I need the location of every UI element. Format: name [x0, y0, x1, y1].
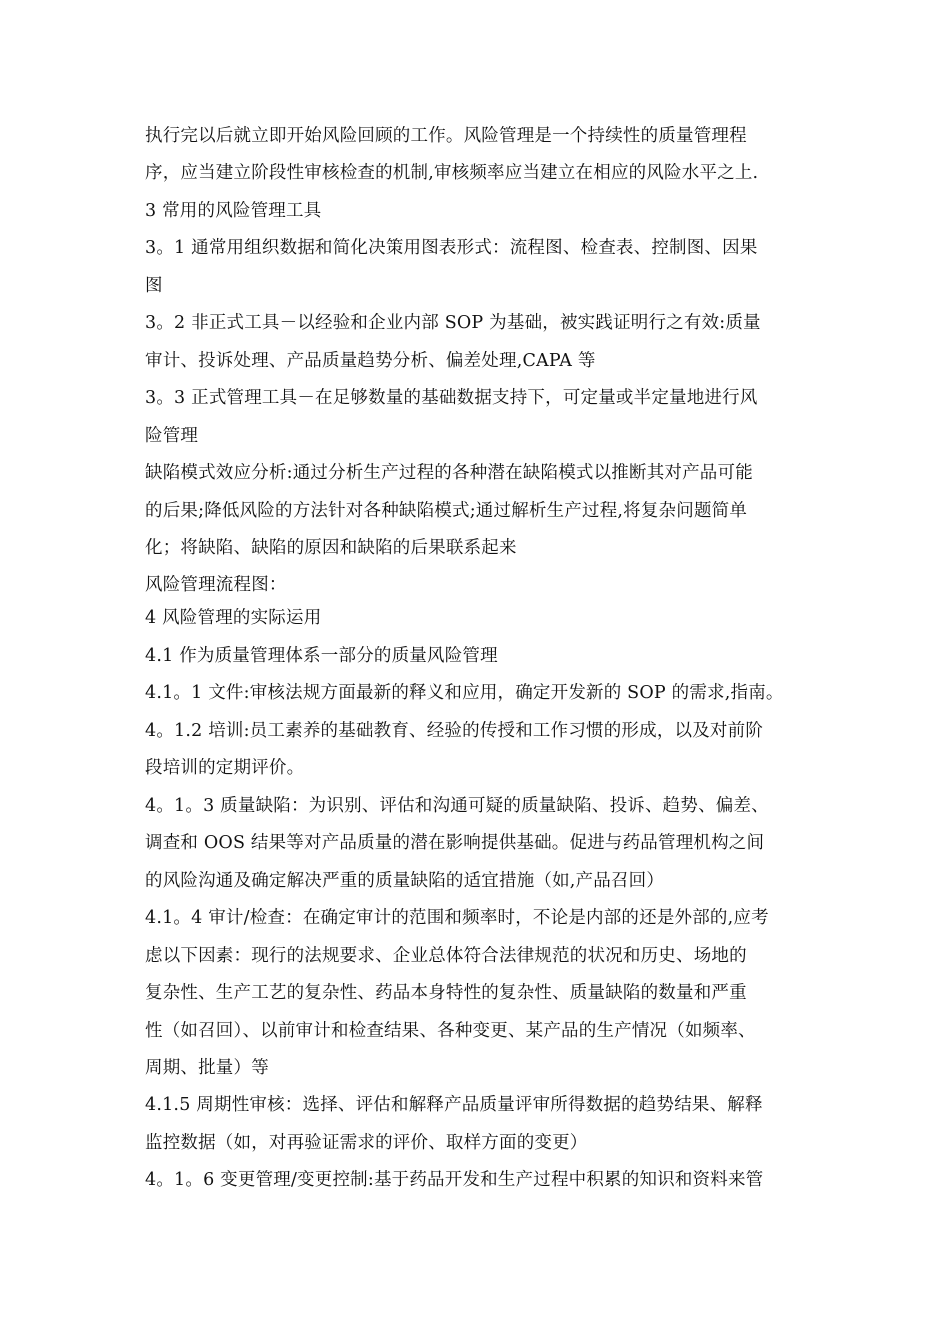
text-line: 4.1。1 文件:审核法规方面最新的释义和应用，确定开发新的 SOP 的需求,指南。 [145, 683, 784, 703]
text-line: 化；将缺陷、缺陷的原因和缺陷的后果联系起来 [145, 538, 517, 558]
text-line: 图 [145, 276, 163, 296]
text-line: 4。1.2 培训:员工素养的基础教育、经验的传授和工作习惯的形成，以及对前阶 [145, 721, 764, 741]
text-line: 段培训的定期评价。 [145, 758, 305, 778]
text-line: 3。2 非正式工具－以经验和企业内部 SOP 为基础，被实践证明行之有效:质量 [145, 313, 761, 333]
section-heading: 4.1 作为质量管理体系一部分的质量风险管理 [145, 646, 498, 666]
section-heading: 4 风险管理的实际运用 [145, 608, 322, 628]
text-line: 执行完以后就立即开始风险回顾的工作。风险管理是一个持续性的质量管理程 [145, 126, 747, 146]
text-line: 审计、投诉处理、产品质量趋势分析、偏差处理,CAPA 等 [145, 351, 596, 371]
text-line: 的风险沟通及确定解决严重的质量缺陷的适宜措施（如,产品召回） [145, 871, 665, 891]
text-line: 调查和 OOS 结果等对产品质量的潜在影响提供基础。促进与药品管理机构之间 [145, 833, 765, 853]
text-line: 虑以下因素：现行的法规要求、企业总体符合法律规范的状况和历史、场地的 [145, 946, 747, 966]
text-line: 序，应当建立阶段性审核检查的机制,审核频率应当建立在相应的风险水平之上. [145, 163, 759, 183]
text-line: 险管理 [145, 426, 199, 446]
text-line: 4。1。3 质量缺陷：为识别、评估和沟通可疑的质量缺陷、投诉、趋势、偏差、 [145, 796, 769, 816]
text-line: 监控数据（如，对再验证需求的评价、取样方面的变更） [145, 1133, 588, 1153]
text-line: 3。1 通常用组织数据和简化决策用图表形式：流程图、检查表、控制图、因果 [145, 238, 758, 258]
text-line: 3。3 正式管理工具－在足够数量的基础数据支持下，可定量或半定量地进行风 [145, 388, 758, 408]
text-line: 4.1。4 审计/检查：在确定审计的范围和频率时，不论是内部的还是外部的,应考 [145, 908, 769, 928]
text-line: 风险管理流程图： [145, 575, 287, 595]
section-heading: 3 常用的风险管理工具 [145, 201, 322, 221]
text-line: 4。1。6 变更管理/变更控制:基于药品开发和生产过程中积累的知识和资料来管 [145, 1170, 764, 1190]
text-line: 的后果;降低风险的方法针对各种缺陷模式;通过解析生产过程,将复杂问题简单 [145, 501, 748, 521]
text-line: 周期、批量）等 [145, 1058, 269, 1078]
text-line: 4.1.5 周期性审核：选择、评估和解释产品质量评审所得数据的趋势结果、解释 [145, 1095, 763, 1115]
text-line: 缺陷模式效应分析:通过分析生产过程的各种潜在缺陷模式以推断其对产品可能 [145, 463, 753, 483]
text-line: 复杂性、生产工艺的复杂性、药品本身特性的复杂性、质量缺陷的数量和严重 [145, 983, 747, 1003]
text-line: 性（如召回）、以前审计和检查结果、各种变更、某产品的生产情况（如频率、 [145, 1021, 756, 1041]
